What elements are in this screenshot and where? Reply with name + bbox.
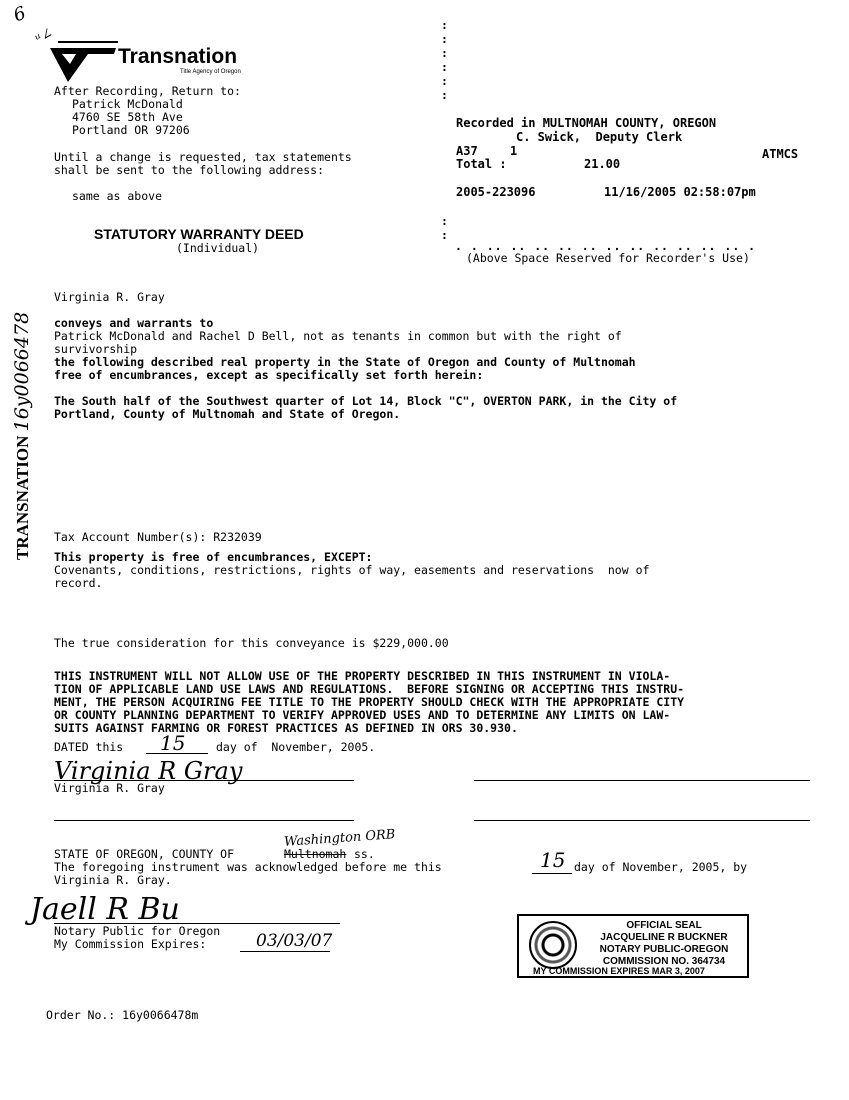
land-use-warning-line: SUITS AGAINST FARMING OR FOREST PRACTICES AS DEFINED IN ORS 30.930. xyxy=(54,721,518,735)
side-stamp-printed: TRANSNATION xyxy=(13,435,32,560)
grantor-printed-name: Virginia R. Gray xyxy=(54,781,165,795)
recorder-code1: A37 xyxy=(456,144,478,158)
land-use-warning-line: OR COUNTY PLANNING DEPARTMENT TO VERIFY APPROVED USES AND TO DETERMINE ANY LIMITS ON LAW- xyxy=(54,708,671,722)
side-stamp-handwritten: 16y0066478 xyxy=(11,311,33,432)
ack-county-handwritten: Washington ORB xyxy=(283,827,396,850)
grantor-signature: Virginia R Gray xyxy=(54,757,243,785)
ack-day-underline xyxy=(532,873,572,874)
order-number: Order No.: 16y0066478m xyxy=(46,1008,199,1022)
conveys-heading: conveys and warrants to xyxy=(54,316,214,330)
property-line: the following described real property in the State of Oregon and County of Multnomah xyxy=(54,355,636,369)
legal-description-line: Portland, County of Multnomah and State of Oregon. xyxy=(54,407,401,421)
deed-subtitle: (Individual) xyxy=(176,241,260,255)
dated-prefix: DATED this xyxy=(54,740,124,754)
property-line: free of encumbrances, except as specifically set forth herein: xyxy=(54,368,484,382)
notary-commission-label: My Commission Expires: xyxy=(54,937,207,951)
recorder-line1: Recorded in MULTNOMAH COUNTY, OREGON xyxy=(456,116,717,130)
ack-line2-suffix: day of November, 2005, by xyxy=(574,860,748,874)
logo xyxy=(48,38,268,88)
corner-mark: 6 xyxy=(10,2,29,27)
signature-line xyxy=(474,780,810,781)
recorder-divider: : : : : : : xyxy=(441,18,448,102)
recorder-dotted-rule: . . .. .. .. .. .. .. .. .. .. .. .. . xyxy=(455,239,757,253)
recorder-reserved-note: (Above Space Reserved for Recorder's Use) xyxy=(466,251,750,265)
ack-day: 15 xyxy=(540,848,566,872)
seal-line: OFFICIAL SEAL xyxy=(626,920,702,931)
ack-state-prefix: STATE OF OREGON, COUNTY OF xyxy=(54,847,235,861)
exceptions-heading: This property is free of encumbrances, EXCEPT: xyxy=(54,550,373,564)
recorder-total-label: Total : xyxy=(456,157,507,171)
ack-county-struck: Multnomah xyxy=(284,847,347,861)
signature-line xyxy=(54,820,354,821)
recorder-total-value: 21.00 xyxy=(584,157,621,171)
signature-line xyxy=(474,820,810,821)
tax-statements-line: Until a change is requested, tax statements xyxy=(54,150,352,164)
ack-line2-prefix: The foregoing instrument was acknowledged before me this xyxy=(54,860,442,874)
recorder-code3: ATMCS xyxy=(762,147,799,161)
land-use-warning-line: TION OF APPLICABLE LAND USE LAWS AND REGULATIONS. BEFORE SIGNING OR ACCEPTING THIS INSTRU- xyxy=(54,682,685,696)
logo-name: Transnation xyxy=(118,45,238,68)
tax-statements-line: shall be sent to the following address: xyxy=(54,163,325,177)
seal-line: COMMISSION NO. 364734 xyxy=(602,956,726,967)
return-to-line: 4760 SE 58th Ave xyxy=(72,110,183,124)
recorder-line2: C. Swick, Deputy Clerk xyxy=(516,130,683,144)
recorder-divider: : : xyxy=(441,214,448,242)
tax-statements-address: same as above xyxy=(72,189,163,203)
official-seal xyxy=(517,914,749,978)
seal-expiry: MY COMMISSION EXPIRES MAR 3, 2007 xyxy=(533,966,705,976)
recorder-doc-number: 2005-223096 xyxy=(456,185,536,199)
notary-signature: Jaell R Bu xyxy=(30,892,180,927)
exceptions-line: record. xyxy=(54,576,103,590)
dated-day: 15 xyxy=(160,731,186,755)
state-seal-icon xyxy=(529,921,577,969)
grantees-line: Patrick McDonald and Rachel D Bell, not as tenants in common but with the right of xyxy=(54,329,622,343)
ack-state-suffix: ss. xyxy=(354,847,375,861)
dated-day-underline xyxy=(146,753,208,754)
logo-tagline: Title Agency of Oregon xyxy=(180,69,241,75)
return-to-heading: After Recording, Return to: xyxy=(54,84,241,98)
recorder-code2: 1 xyxy=(510,144,518,158)
dated-suffix: day of November, 2005. xyxy=(216,740,376,754)
grantees-line: survivorship xyxy=(54,342,138,356)
notary-commission-expires: 03/03/07 xyxy=(256,931,333,951)
ack-line3: Virginia R. Gray. xyxy=(54,873,172,887)
deed-title: STATUTORY WARRANTY DEED xyxy=(94,226,304,242)
corner-scribble: ᵘ∠ xyxy=(32,24,56,48)
tax-account-number: Tax Account Number(s): R232039 xyxy=(54,530,262,544)
notary-expires-underline xyxy=(240,951,330,952)
consideration: The true consideration for this conveyance is $229,000.00 xyxy=(54,636,449,650)
side-stamp xyxy=(11,311,33,560)
land-use-warning-line: MENT, THE PERSON ACQUIRING FEE TITLE TO THE PROPERTY SHOULD CHECK WITH THE APPROPRIATE CITY xyxy=(54,695,685,709)
notary-title: Notary Public for Oregon xyxy=(54,924,221,938)
seal-line: NOTARY PUBLIC-OREGON xyxy=(599,944,729,955)
grantor: Virginia R. Gray xyxy=(54,290,165,304)
exceptions-line: Covenants, conditions, restrictions, rights of way, easements and reservations now of xyxy=(54,563,650,577)
transnation-logo-icon xyxy=(48,38,120,84)
recorder-datetime: 11/16/2005 02:58:07pm xyxy=(604,185,756,199)
seal-line: JACQUELINE R BUCKNER xyxy=(600,932,728,943)
return-to-line: Patrick McDonald xyxy=(72,97,183,111)
legal-description-line: The South half of the Southwest quarter of Lot 14, Block "C", OVERTON PARK, in the City of xyxy=(54,394,678,408)
land-use-warning-line: THIS INSTRUMENT WILL NOT ALLOW USE OF THE PROPERTY DESCRIBED IN THIS INSTRUMENT IN VIOLA- xyxy=(54,669,671,683)
return-to-line: Portland OR 97206 xyxy=(72,123,190,137)
